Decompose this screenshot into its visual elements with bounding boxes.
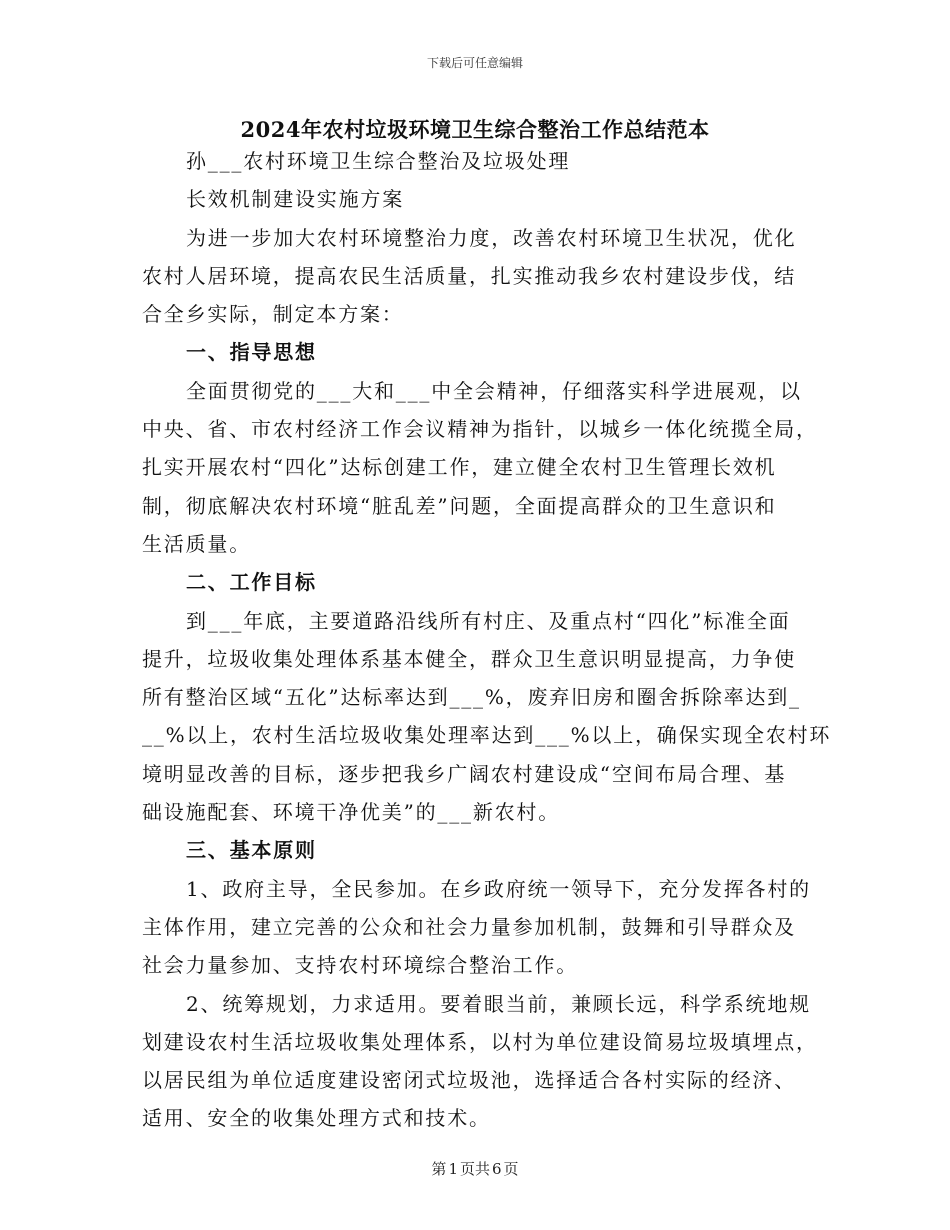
body-text-line: 全面贯彻党的___大和___中全会精神，仔细落实科学进展观，以 — [186, 378, 802, 403]
body-text-line: 到___年底，主要道路沿线所有村庄、及重点村“四化”标准全面 — [186, 608, 791, 633]
footer-suffix: 页 — [503, 1160, 519, 1178]
body-text-line: 生活质量。 — [142, 531, 251, 556]
section-heading: 一、指导思想 — [186, 340, 317, 365]
body-text-line: 以居民组为单位适度建设密闭式垃圾池，选择适合各村实际的经济、 — [142, 1068, 796, 1093]
body-text-line: 划建设农村生活垃圾收集处理体系，以村为单位建设简易垃圾填埋点， — [142, 1029, 818, 1054]
body-text-line: 为进一步加大农村环境整治力度，改善农村环境卫生状况，优化 — [186, 225, 797, 250]
body-text-line: 适用、安全的收集处理方式和技术。 — [142, 1106, 491, 1131]
body-text-line: __%以上，农村生活垃圾收集处理率达到___%以上，确保实现全农村环 — [142, 723, 832, 748]
document-body — [142, 142, 832, 1138]
body-text-line: 主体作用，建立完善的公众和社会力量参加机制，鼓舞和引导群众及 — [142, 914, 796, 939]
section-heading: 三、基本原则 — [186, 838, 317, 863]
footer-middle: 页共 — [459, 1160, 490, 1178]
footer-total-pages: 6 — [492, 1160, 502, 1178]
body-text-line: 境明显改善的目标，逐步把我乡广阔农村建设成“空间布局合理、基 — [142, 761, 787, 786]
body-text-line: 合全乡实际，制定本方案： — [142, 302, 404, 327]
page-footer — [0, 1158, 950, 1179]
section-heading: 二、工作目标 — [186, 570, 317, 595]
body-text-line: 提升，垃圾收集处理体系基本健全，群众卫生意识明显提高，力争使 — [142, 646, 796, 671]
body-text-line: 所有整治区域“五化”达标率达到___%，废弃旧房和圈舍拆除率达到_ — [142, 685, 801, 710]
body-text-line: 1、政府主导，全民参加。在乡政府统一领导下，充分发挥各村的 — [186, 876, 811, 901]
body-text-line: 扎实开展农村“四化”达标创建工作，建立健全农村卫生管理长效机 — [142, 455, 777, 480]
footer-page-number: 1 — [448, 1160, 458, 1178]
footer-prefix: 第 — [431, 1160, 447, 1178]
body-text-line: 农村人居环境，提高农民生活质量，扎实推动我乡农村建设步伐，结 — [142, 263, 796, 288]
body-text-line: 制，彻底解决农村环境“脏乱差”问题，全面提高群众的卫生意识和 — [142, 493, 777, 518]
body-text-line: 中央、省、市农村经济工作会议精神为指针，以城乡一体化统揽全局， — [142, 417, 818, 442]
document-title: 2024年农村垃圾环境卫生综合整治工作总结范本 — [240, 117, 710, 142]
body-text-line: 2、统筹规划，力求适用。要着眼当前，兼顾长远，科学系统地规 — [186, 991, 811, 1016]
body-text-line: 社会力量参加、支持农村环境综合整治工作。 — [142, 953, 578, 978]
body-text-line: 础设施配套、环境干净优美”的___新农村。 — [142, 800, 561, 825]
page-header-note: 下载后可任意编辑 — [426, 56, 523, 70]
body-text-line: 孙___农村环境卫生综合整治及垃圾处理 — [186, 149, 571, 173]
body-text-line: 长效机制建设实施方案 — [186, 187, 404, 212]
